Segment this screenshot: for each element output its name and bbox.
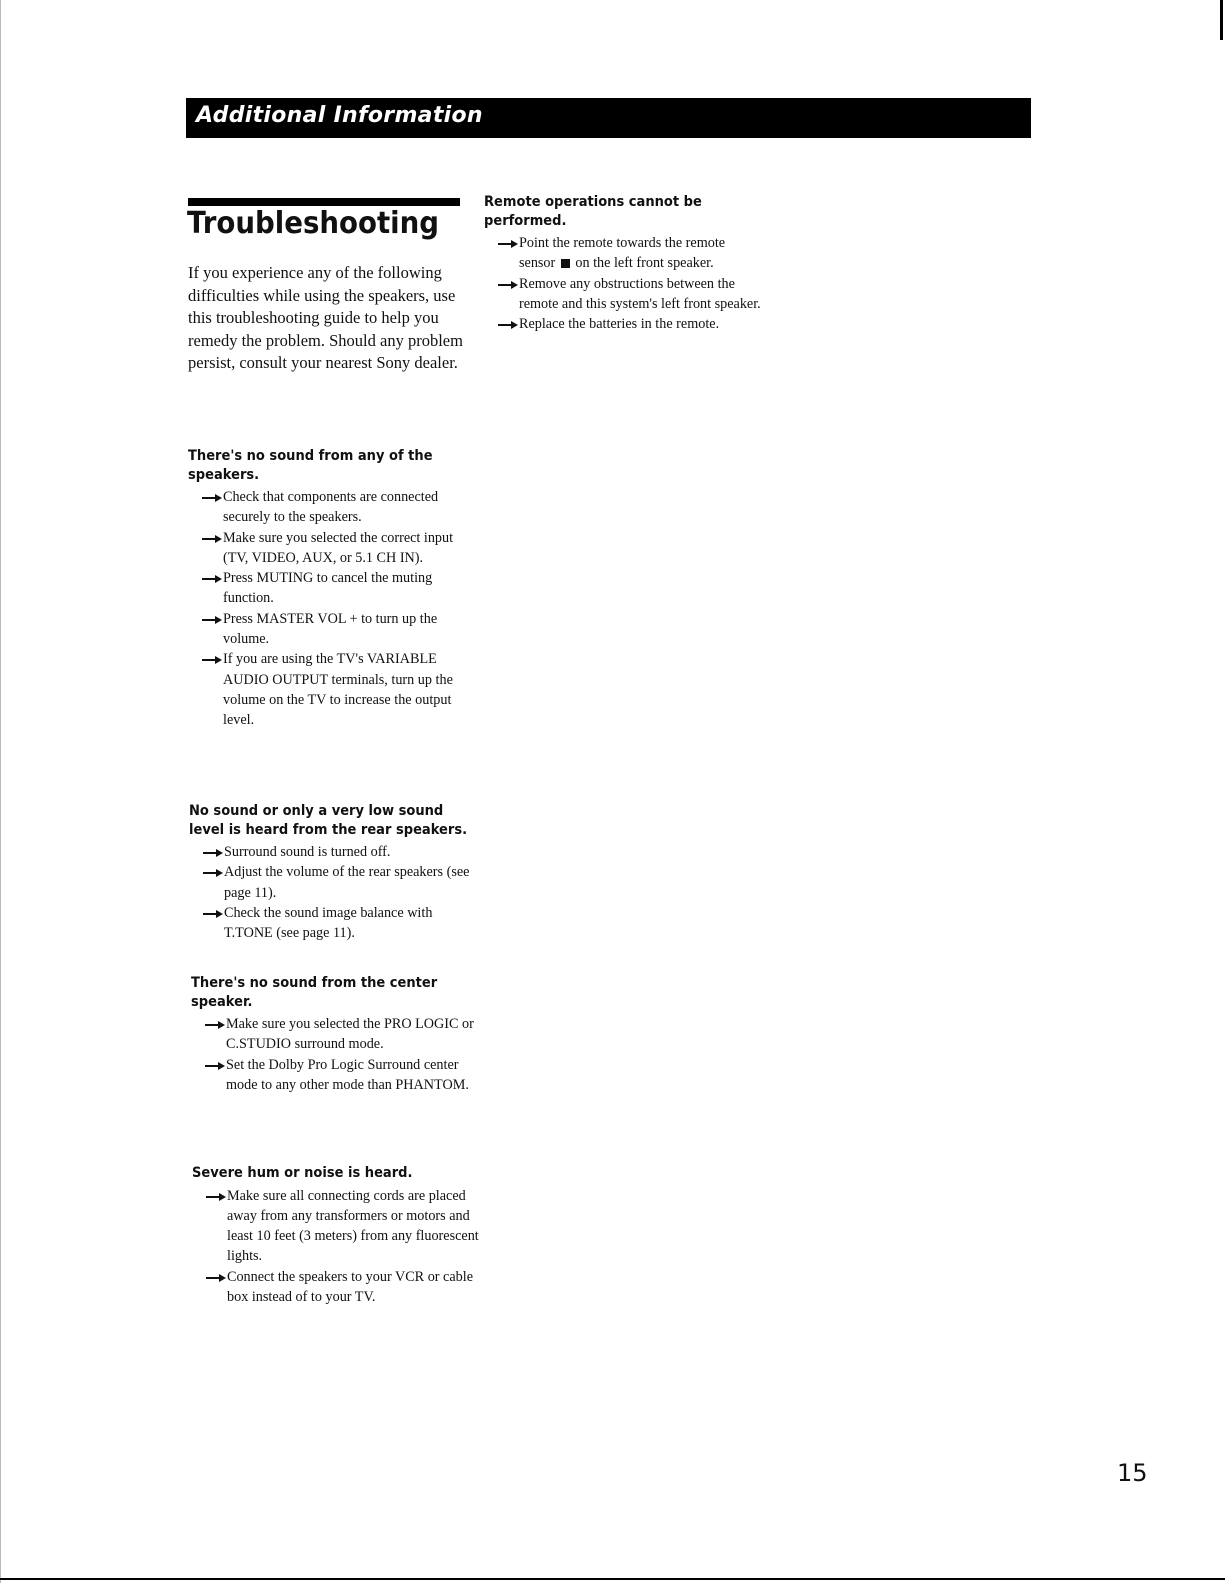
arrow-right-icon bbox=[202, 535, 222, 543]
item-list bbox=[484, 233, 764, 334]
item-text: Make sure you selected the correct input (TV, VIDEO, AUX, or 5.1 CH IN). bbox=[223, 529, 454, 566]
list-item bbox=[202, 528, 478, 569]
arrow-right-icon bbox=[205, 1021, 225, 1029]
section-heading: No sound or only a very low sound level is heard from the rear speakers. bbox=[189, 803, 468, 838]
arrow-right-icon bbox=[203, 849, 223, 857]
section-hum-noise bbox=[192, 1164, 482, 1307]
item-text: Set the Dolby Pro Logic Surround center mode to any other mode than PHANTOM. bbox=[226, 1056, 469, 1093]
list-item bbox=[202, 649, 478, 730]
list-item bbox=[498, 274, 764, 315]
arrow-right-icon bbox=[205, 1062, 225, 1070]
item-text: Surround sound is turned off. bbox=[224, 844, 391, 860]
arrow-right-icon bbox=[498, 240, 518, 248]
item-text: Check the sound image balance with T.TONE (see page 11). bbox=[224, 904, 433, 942]
section-header-title: Additional Information bbox=[196, 103, 483, 128]
item-list bbox=[192, 1186, 482, 1308]
arrow-right-icon bbox=[206, 1193, 226, 1201]
list-item bbox=[498, 233, 764, 274]
item-text: If you are using the TV's VARIABLE AUDIO OUTPUT terminals, turn up the volume on the TV to increase the output level. bbox=[223, 651, 453, 729]
section-heading: There's no sound from any of the speakers. bbox=[188, 448, 433, 483]
item-text: Press MUTING to cancel the muting function. bbox=[223, 570, 433, 607]
section-heading: Remote operations cannot be performed. bbox=[484, 194, 702, 229]
page-number: 15 bbox=[1117, 1459, 1148, 1487]
arrow-right-icon bbox=[202, 494, 222, 502]
section-heading: There's no sound from the center speaker. bbox=[191, 975, 438, 1010]
section-no-center-sound bbox=[191, 974, 481, 1095]
scan-edge-left bbox=[0, 0, 1, 1583]
item-text: Remove any obstructions between the remote and this system's left front speaker. bbox=[519, 275, 761, 312]
item-text: Press MASTER VOL + to turn up the volume. bbox=[223, 610, 438, 648]
arrow-right-icon bbox=[498, 321, 518, 329]
list-item bbox=[203, 842, 479, 862]
item-list bbox=[188, 487, 478, 731]
arrow-right-icon bbox=[202, 575, 222, 583]
list-item bbox=[202, 487, 478, 528]
list-item bbox=[206, 1186, 482, 1267]
arrow-right-icon bbox=[202, 656, 222, 664]
section-heading: Severe hum or noise is heard. bbox=[192, 1165, 413, 1181]
item-text: Point the remote towards the remote sensor bbox=[519, 235, 726, 272]
arrow-right-icon bbox=[206, 1274, 226, 1282]
list-item bbox=[202, 609, 478, 650]
list-item bbox=[203, 862, 479, 903]
item-text: Replace the batteries in the remote. bbox=[519, 316, 720, 333]
item-text: Make sure all connecting cords are placed away from any transformers or motors and least 10 feet (3 meters) from any fluorescent lights. bbox=[227, 1187, 479, 1265]
list-item bbox=[206, 1267, 482, 1308]
bottom-rule bbox=[0, 1578, 1225, 1580]
title-rule bbox=[188, 198, 460, 206]
arrow-right-icon bbox=[203, 910, 223, 918]
arrow-right-icon bbox=[203, 869, 223, 877]
scan-edge-right bbox=[1220, 0, 1223, 40]
intro-paragraph: If you experience any of the following difficulties while using the speakers, use this troubleshooting guide to help you remedy the problem. Should any problem persist, consult your nearest Sony dealer. bbox=[188, 263, 463, 373]
list-item bbox=[205, 1055, 481, 1096]
item-list bbox=[189, 842, 479, 943]
item-text: Adjust the volume of the rear speakers (see page 11). bbox=[224, 864, 470, 901]
item-text: Check that components are connected securely to the speakers. bbox=[223, 489, 439, 526]
list-item bbox=[498, 314, 764, 334]
remote-sensor-icon bbox=[561, 259, 570, 268]
section-remote-operations bbox=[484, 193, 764, 334]
section-no-sound-any bbox=[188, 447, 478, 731]
section-header-bar bbox=[186, 98, 1031, 138]
list-item bbox=[202, 568, 478, 609]
item-list bbox=[191, 1014, 481, 1095]
item-text: Connect the speakers to your VCR or cable box instead of to your TV. bbox=[227, 1268, 473, 1305]
item-text: Make sure you selected the PRO LOGIC or C.STUDIO surround mode. bbox=[226, 1016, 474, 1053]
page-title: Troubleshooting bbox=[187, 206, 440, 241]
list-item bbox=[203, 903, 479, 944]
section-low-rear-sound bbox=[189, 802, 479, 943]
arrow-right-icon bbox=[202, 616, 222, 624]
item-text: on the left front speaker. bbox=[575, 255, 714, 272]
arrow-right-icon bbox=[498, 281, 518, 289]
list-item bbox=[205, 1014, 481, 1055]
